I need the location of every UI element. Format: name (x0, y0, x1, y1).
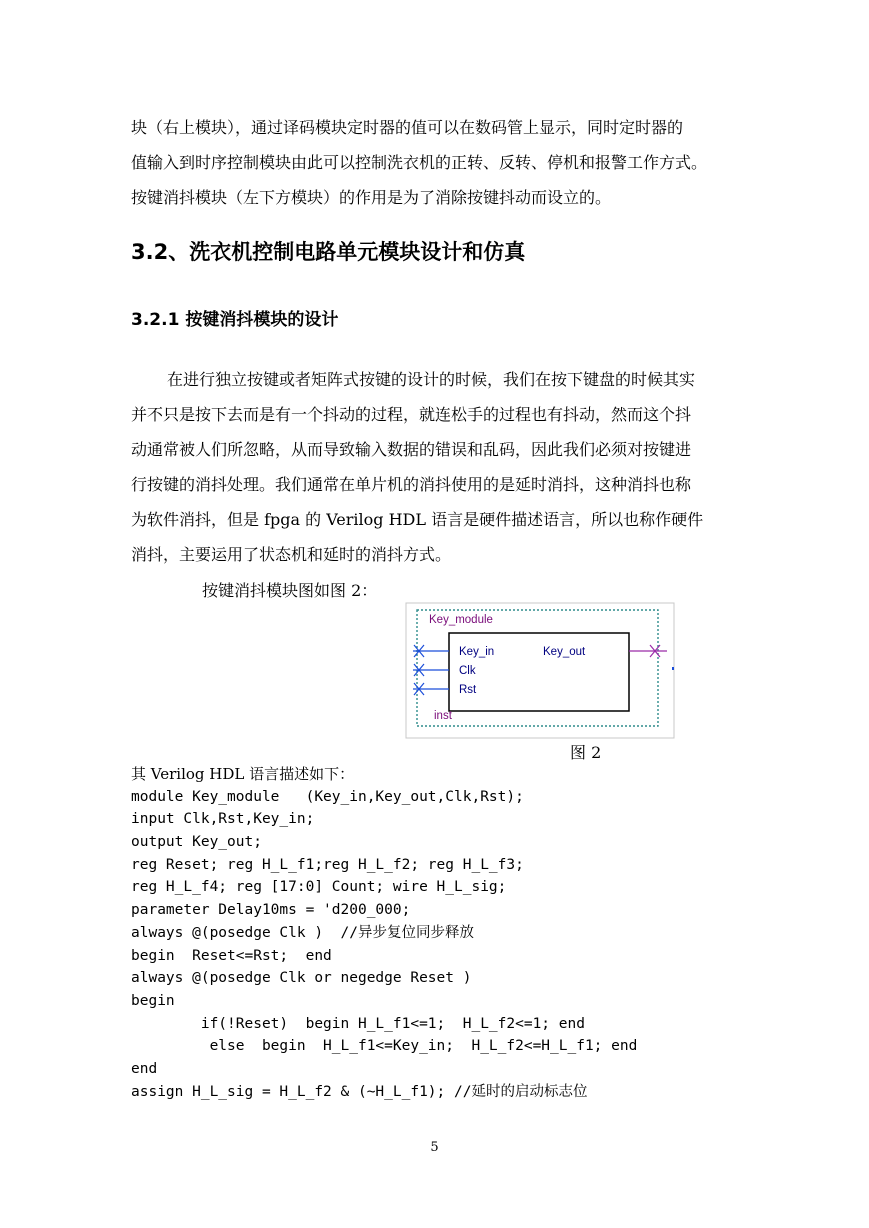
body-paragraph (131, 362, 741, 572)
intro-paragraph (131, 110, 741, 215)
output-pin-key-out (629, 645, 667, 657)
code-line: reg H_L_f4; reg [17:0] Count; wire H_L_sig; (131, 879, 507, 896)
code-line: output Key_out; (131, 834, 262, 851)
port-label-rst: Rst (459, 684, 477, 696)
input-pin-clk (413, 664, 449, 676)
figure-intro: 按键消抖模块图如图 2： (202, 581, 378, 600)
text-line: 动通常被人们所忽略，从而导致输入数据的错误和乱码，因此我们必须对按键进 (131, 440, 692, 459)
text-line: 为软件消抖，但是 fpga 的 Verilog HDL 语言是硬件描述语言，所以也称作硬件 (131, 510, 704, 529)
port-label-key-out: Key_out (543, 646, 586, 658)
code-line: module Key_module (Key_in,Key_out,Clk,Rst); (131, 788, 524, 805)
code-line: else begin H_L_f1<=Key_in; H_L_f2<=H_L_f1; end (131, 1038, 638, 1055)
code-line: begin Reset<=Rst; end (131, 947, 332, 964)
page-number: 5 (430, 1140, 439, 1155)
code-line: always @(posedge Clk ) //异步复位同步释放 (131, 924, 474, 941)
port-label-clk: Clk (459, 665, 476, 677)
code-line: begin (131, 992, 175, 1009)
input-pin-key-in (413, 645, 449, 657)
text-line: 消抖，主要运用了状态机和延时的消抖方式。 (131, 545, 452, 564)
code-line: input Clk,Rst,Key_in; (131, 811, 315, 828)
code-line: parameter Delay10ms = 'd200_000; (131, 902, 411, 919)
text-line: 按键消抖模块（左下方模块）的作用是为了消除按键抖动而设立的。 (131, 188, 612, 207)
input-pin-rst (413, 683, 449, 695)
code-line: assign H_L_sig = H_L_f2 & (~H_L_f1); //延时的启动标志位 (131, 1083, 588, 1100)
text-line: 行按键的消抖处理。我们通常在单片机的消抖使用的是延时消抖，这种消抖也称 (131, 475, 692, 494)
module-name-label: Key_module (429, 614, 493, 626)
code-line: if(!Reset) begin H_L_f1<=1; H_L_f2<=1; end (131, 1015, 585, 1032)
text-line: 块（右上模块），通过译码模块定时器的值可以在数码管上显示，同时定时器的 (131, 118, 684, 137)
text-line: 在进行独立按键或者矩阵式按键的设计的时候，我们在按下键盘的时候其实 (167, 370, 696, 389)
code-line: always @(posedge Clk or negedge Reset ) (131, 970, 472, 987)
key-module-diagram (405, 601, 677, 741)
subsection-heading: 3.2.1 按键消抖模块的设计 (131, 310, 339, 330)
module-body (449, 633, 629, 711)
code-line: end (131, 1060, 158, 1077)
code-intro: 其 Verilog HDL 语言描述如下： (131, 765, 355, 783)
instance-label: inst (434, 710, 452, 722)
code-line: reg Reset; reg H_L_f1;reg H_L_f2; reg H_L_f3; (131, 856, 524, 873)
code-block (131, 763, 637, 1103)
port-label-key-in: Key_in (459, 646, 495, 658)
figure-caption: 图 2 (570, 743, 602, 762)
text-line: 并不只是按下去而是有一个抖动的过程，就连松手的过程也有抖动，然而这个抖 (131, 405, 692, 424)
frame-marker (672, 667, 674, 670)
section-heading: 3.2、洗衣机控制电路单元模块设计和仿真 (131, 240, 526, 264)
text-line: 值输入到时序控制模块由此可以控制洗衣机的正转、反转、停机和报警工作方式。 (131, 153, 708, 172)
